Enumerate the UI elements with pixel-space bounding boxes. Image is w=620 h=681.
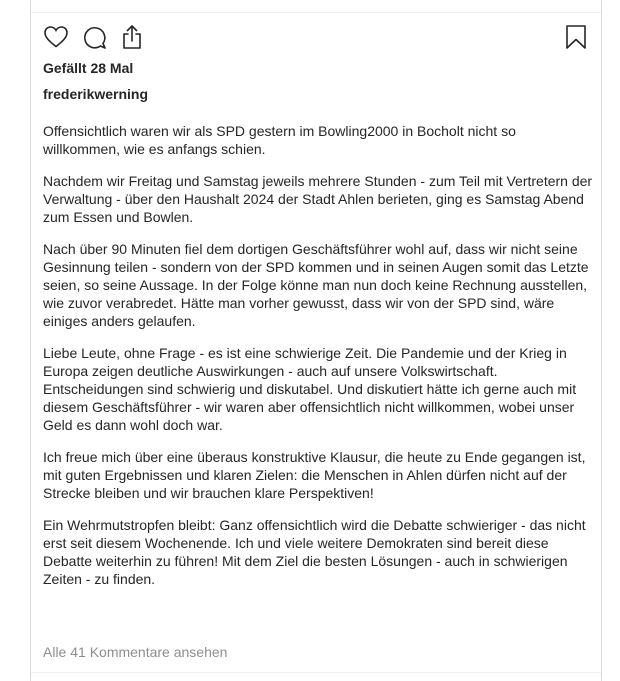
bookmark-icon[interactable]: [563, 24, 589, 50]
caption-paragraph: Liebe Leute, ohne Frage - es ist eine schwierige Zeit. Die Pandemie und der Krieg in Europa zeigen deutliche Auswirkungen - auch auf unsere Volkswirtschaft. Entscheidungen sind schwierig und diskutabel. Und diskutiert hätte ich gerne auch mit diesem Geschäftsführer - wir waren aber offensichtlich nicht willkommen, wobei unser Geld es dann wohl doch war.: [43, 345, 577, 433]
likes-count[interactable]: Gefällt 28 Mal: [43, 60, 134, 76]
author-username[interactable]: frederikwerning: [43, 86, 149, 102]
post-card: [30, 0, 602, 681]
speech-bubble-icon[interactable]: [81, 24, 107, 50]
top-divider: [31, 12, 601, 13]
caption-paragraph: Ein Wehrmutstropfen bleibt: Ganz offensichtlich wird die Debatte schwieriger - das nicht erst seit diesem Wochenende. Ich und viele weitere Demokraten sind bereit diese Debatte weiterhin zu führen! Mit dem Ziel die besten Lösungen - auch in schwierigen Zeiten - zu finden.: [43, 517, 586, 587]
view-all-comments-link[interactable]: Alle 41 Kommentare ansehen: [43, 644, 228, 660]
caption-paragraph: Offensichtlich waren wir als SPD gestern im Bowling2000 in Bocholt nicht so willkommen, wie es anfangs schien.: [43, 123, 516, 157]
caption-paragraph: Nachdem wir Freitag und Samstag jeweils mehrere Stunden - zum Teil mit Vertretern der Verwaltung - über den Haushalt 2024 der Stadt Ahlen berieten, ging es Samstag Abend zum Essen und Bowlen.: [43, 173, 593, 225]
heart-icon[interactable]: [43, 24, 69, 50]
post-caption: [43, 122, 593, 602]
caption-paragraph: Ich freue mich über eine überaus konstruktive Klausur, die heute zu Ende gegangen ist, mit guten Ergebnissen und klaren Zielen: die Menschen in Ahlen dürfen nicht auf der Strecke bleiben und wir brauchen klare Perspektiven!: [43, 449, 586, 501]
bottom-divider: [31, 672, 601, 673]
share-icon[interactable]: [119, 24, 145, 50]
caption-paragraph: Nach über 90 Minuten fiel dem dortigen Geschäftsführer wohl auf, dass wir nicht seine Gesinnung teilen - sondern von der SPD kommen und in seinen Augen somit das Letzte seien, so seine Aussage. In der Folge könne man nun doch keine Rechnung ausstellen, wie zuvor verabredet. Hätte man vorher gewusst, dass wir von der SPD sind, wäre einiges anders gelaufen.: [43, 241, 589, 329]
action-bar: [43, 24, 589, 54]
